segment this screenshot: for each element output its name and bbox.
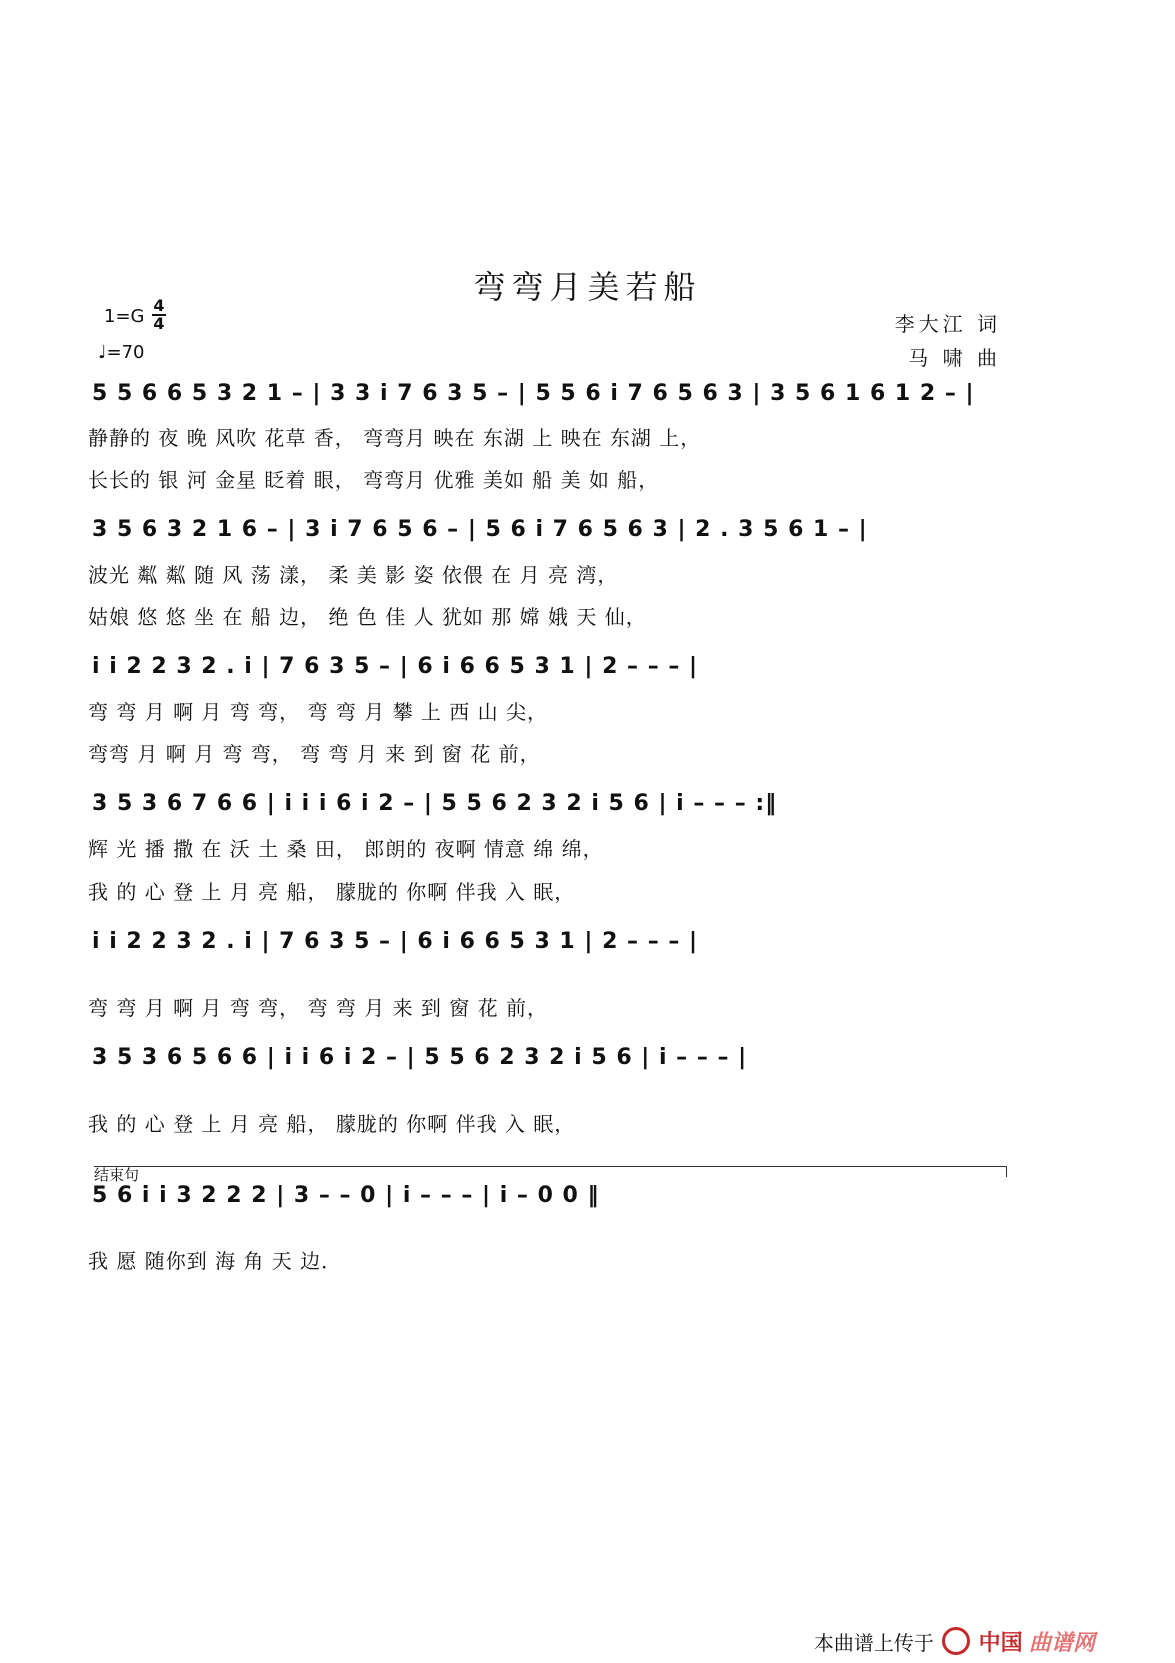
lyric-line: 我 的 心 登 上 月 亮 船， 朦胧的 你啊 伴我 入 眠， <box>88 1112 576 1136</box>
notation-line: 3 5 3 6 5 6 6 | i i 6 i 2 – | 5 5 6 2 3 2 i 5 6 | i – – – | <box>92 1045 748 1070</box>
footer-brand: 中国 <box>978 1631 1023 1656</box>
lyric-line: 我 愿 随你到 海 角 天 边． <box>88 1249 343 1273</box>
key-signature: 1=G <box>104 306 145 327</box>
footer-brand-suffix: 曲谱网 <box>1028 1631 1095 1656</box>
site-footer <box>814 1626 1095 1657</box>
composer-credit: 马 啸 曲 <box>908 346 1001 370</box>
notation-line: 3 5 6 3 2 1 6 – | 3 i 7 6 5 6 – | 5 6 i 7 6 5 6 3 | 2 . 3 5 6 1 – | <box>92 517 868 542</box>
time-signature-top: 4 <box>153 296 165 315</box>
tempo-marking: ♩=70 <box>98 342 145 363</box>
lyric-line: 弯弯 月 啊 月 弯 弯， 弯 弯 月 来 到 窗 花 前， <box>88 742 541 766</box>
lyric-line: 长长的 银 河 金星 眨着 眼， 弯弯月 优雅 美如 船 美 如 船， <box>88 468 660 492</box>
time-signature <box>152 298 166 332</box>
notation-line: i i 2 2 3 2 . i | 7 6 3 5 – | 6 i 6 6 5 3 1 | 2 – – – | <box>92 929 699 954</box>
lyric-line: 静静的 夜 晚 风吹 花草 香， 弯弯月 映在 东湖 上 映在 东湖 上， <box>88 426 702 450</box>
ending-bracket <box>94 1166 1007 1177</box>
lyric-line: 弯 弯 月 啊 月 弯 弯， 弯 弯 月 攀 上 西 山 尖， <box>88 700 549 724</box>
notation-line: 5 5 6 6 5 3 2 1 – | 3 3 i 7 6 3 5 – | 5 5 6 i 7 6 5 6 3 | 3 5 6 1 6 1 2 – | <box>92 381 975 406</box>
notation-line: i i 2 2 3 2 . i | 7 6 3 5 – | 6 i 6 6 5 3 1 | 2 – – – | <box>92 654 699 679</box>
lyric-line: 辉 光 播 撒 在 沃 土 桑 田， 郎朗的 夜啊 情意 绵 绵， <box>88 837 604 861</box>
lyricist-credit: 李大江 词 <box>894 312 1001 336</box>
notation-line: 5 6 i i 3 2 2 2 | 3 – – 0 | i – – – | i – 0 0 ‖ <box>92 1183 600 1208</box>
lyric-line: 我 的 心 登 上 月 亮 船， 朦胧的 你啊 伴我 入 眠， <box>88 880 576 904</box>
time-signature-bottom: 4 <box>153 314 165 333</box>
song-title: 弯弯月美若船 <box>473 268 702 306</box>
site-logo-icon <box>942 1627 970 1655</box>
lyric-line: 波光 粼 粼 随 风 荡 漾， 柔 美 影 姿 依偎 在 月 亮 湾， <box>88 563 619 587</box>
notation-line: 3 5 3 6 7 6 6 | i i i 6 i 2 – | 5 5 6 2 3 2 i 5 6 | i – – – :‖ <box>92 791 778 816</box>
lyric-line: 姑娘 悠 悠 坐 在 船 边， 绝 色 佳 人 犹如 那 嫦 娥 天 仙， <box>88 605 647 629</box>
ending-label: 结束句 <box>94 1166 140 1184</box>
lyric-line: 弯 弯 月 啊 月 弯 弯， 弯 弯 月 来 到 窗 花 前， <box>88 996 549 1020</box>
footer-text: 本曲谱上传于 <box>813 1631 934 1655</box>
